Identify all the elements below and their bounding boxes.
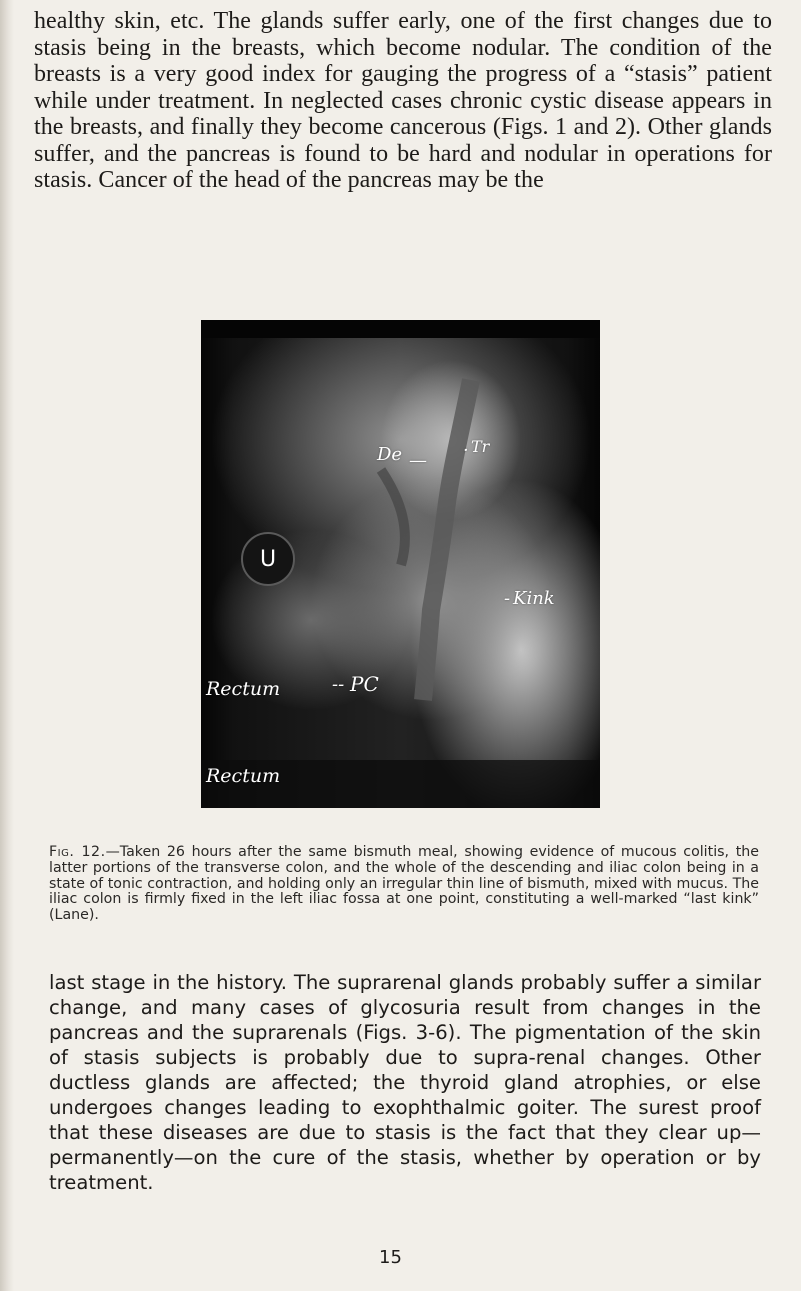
label-tr-leader: · (463, 440, 469, 461)
caption-figure-number: Fig. 12. (49, 844, 106, 860)
label-rectum-upper: Rectum (206, 678, 281, 700)
page-number: 15 (379, 1247, 402, 1268)
caption-text: —Taken 26 hours after the same bismuth meal, showing evidence of mucous colitis, the latter portions of the transverse colon, and the whole of the descending and iliac colon being in a state of tonic contraction, and holding only an irregular thin line of bismuth, mixed with mucus. The iliac colon is firmly fixed in the left iliac fossa at one point, constituting a well-marked “last kink” (Lane). (49, 844, 759, 924)
label-kink: Kink (513, 588, 555, 609)
xray-figure (201, 320, 600, 808)
label-u: U (259, 546, 277, 572)
book-page (34, 8, 772, 1278)
bottom-paragraph: last stage in the history. The suprarenal glands probably suffer a similar change, and many cases of glycosuria result from changes in the pancreas and the suprarenals (Figs. 3-6). The pigmentation of the skin of stasis subjects is probably due to supra-renal changes. Other ductless glands are affected; the thyroid gland atrophies, or else undergoes changes leading to exophthalmic goiter. The surest proof that these diseases are due to stasis is the fact that they clear up—permanently—on the cure of the stasis, whether by operation or by treatment. (49, 971, 761, 1194)
top-paragraph: healthy skin, etc. The glands suffer early, one of the first changes due to stasis being in the breasts, which become nodular. The condition of the breasts is a very good index for gauging the progress of a “stasis” patient while under treatment. In neglected cases chronic cystic disease appears in the breasts, and finally they become cancerous (Figs. 1 and 2). Other glands suffer, and the pancreas is found to be hard and nodular in operations for stasis. Cancer of the head of the pancreas may be the (34, 8, 772, 193)
page-gutter-shadow (0, 0, 14, 1291)
label-de-leader: — (409, 450, 427, 471)
label-rectum-lower: Rectum (206, 765, 281, 787)
label-kink-leader: - (504, 588, 511, 609)
label-tr: Tr (471, 437, 490, 456)
label-pc-leader: -- (332, 674, 345, 695)
figure-caption (49, 845, 759, 924)
label-pc: PC (350, 672, 379, 696)
label-u-badge (241, 532, 295, 586)
label-de: De (377, 444, 403, 465)
